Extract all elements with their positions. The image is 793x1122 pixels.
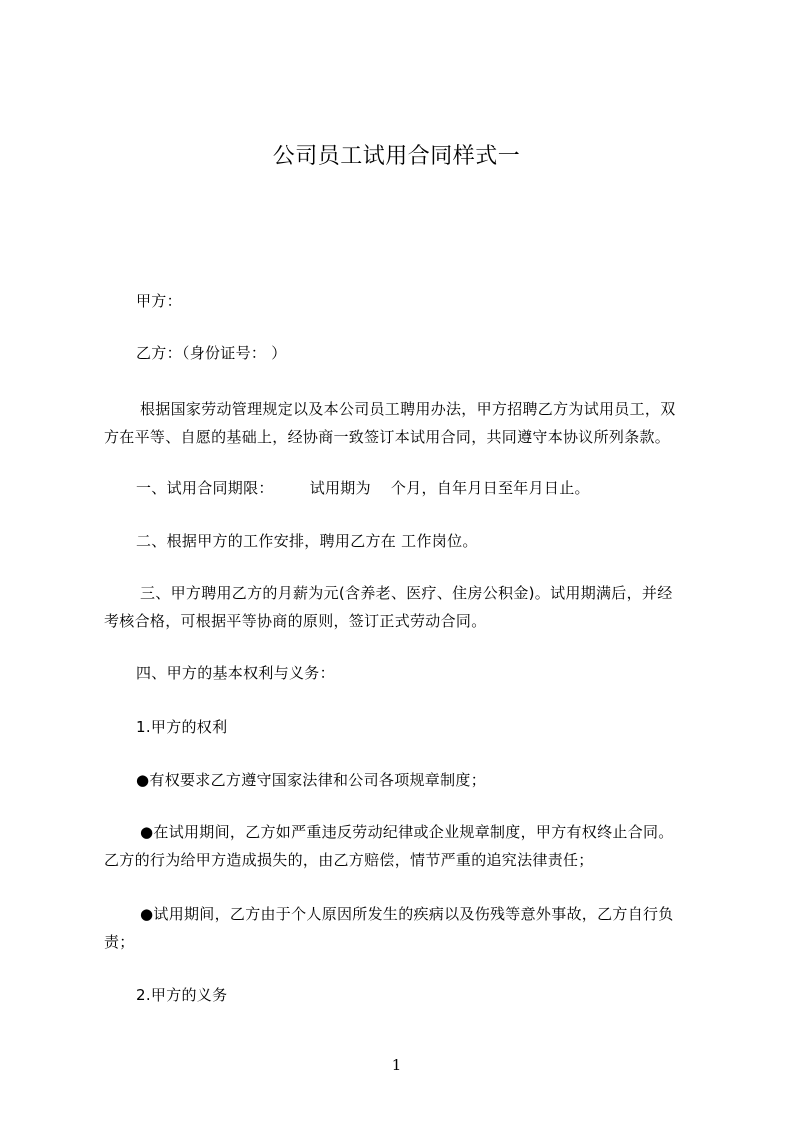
clause-1 (104, 474, 734, 502)
right-item-3-line-2: 责； (104, 933, 135, 951)
clause-1-tail: 个月，自年月日至年月日止。 (390, 479, 590, 497)
clause-4: 四、甲方的基本权利与义务： (136, 664, 335, 682)
document-title: 公司员工试用合同样式一 (272, 144, 521, 169)
clause-1-period: 试用期为 (309, 479, 371, 497)
right-item-1: ●有权要求乙方遵守国家法律和公司各项规章制度； (136, 771, 486, 789)
right-item-2 (104, 818, 702, 874)
right-item-3 (104, 900, 702, 956)
right-item-2-line-2: 乙方的行为给甲方造成损失的，由乙方赔偿，情节严重的追究法律责任； (104, 851, 594, 869)
clause-2: 二、根据甲方的工作安排，聘用乙方在 工作岗位。 (136, 532, 478, 550)
right-item-2-line-1: ●在试用期间，乙方如严重违反劳动纪律或企业规章制度，甲方有权终止合同。 (140, 823, 674, 841)
rights-heading: 1.甲方的权利 (136, 718, 228, 736)
intro-line-2: 方在平等、自愿的基础上，经协商一致签订本试用合同，共同遵守本协议所列条款。 (104, 428, 671, 446)
clause-1-label: 一、试用合同期限： (136, 479, 274, 497)
intro-line-1: 根据国家劳动管理规定以及本公司员工聘用办法，甲方招聘乙方为试用员工，双 (140, 400, 676, 418)
party-b-line: 乙方：（身份证号： ） (136, 344, 287, 362)
clause-3-line-2: 考核合格，可根据平等协商的原则，签订正式劳动合同。 (104, 612, 487, 630)
clause-3-line-1: 三、甲方聘用乙方的月薪为元(含养老、医疗、住房公积金)。试用期满后，并经 (140, 584, 673, 602)
duties-heading: 2.甲方的义务 (136, 986, 228, 1004)
page-number: 1 (391, 1056, 402, 1074)
intro-paragraph (104, 395, 702, 451)
party-a-line: 甲方： (136, 292, 182, 310)
right-item-3-line-1: ●试用期间，乙方由于个人原因所发生的疾病以及伤残等意外事故，乙方自行负 (140, 905, 674, 923)
clause-3 (104, 579, 702, 635)
